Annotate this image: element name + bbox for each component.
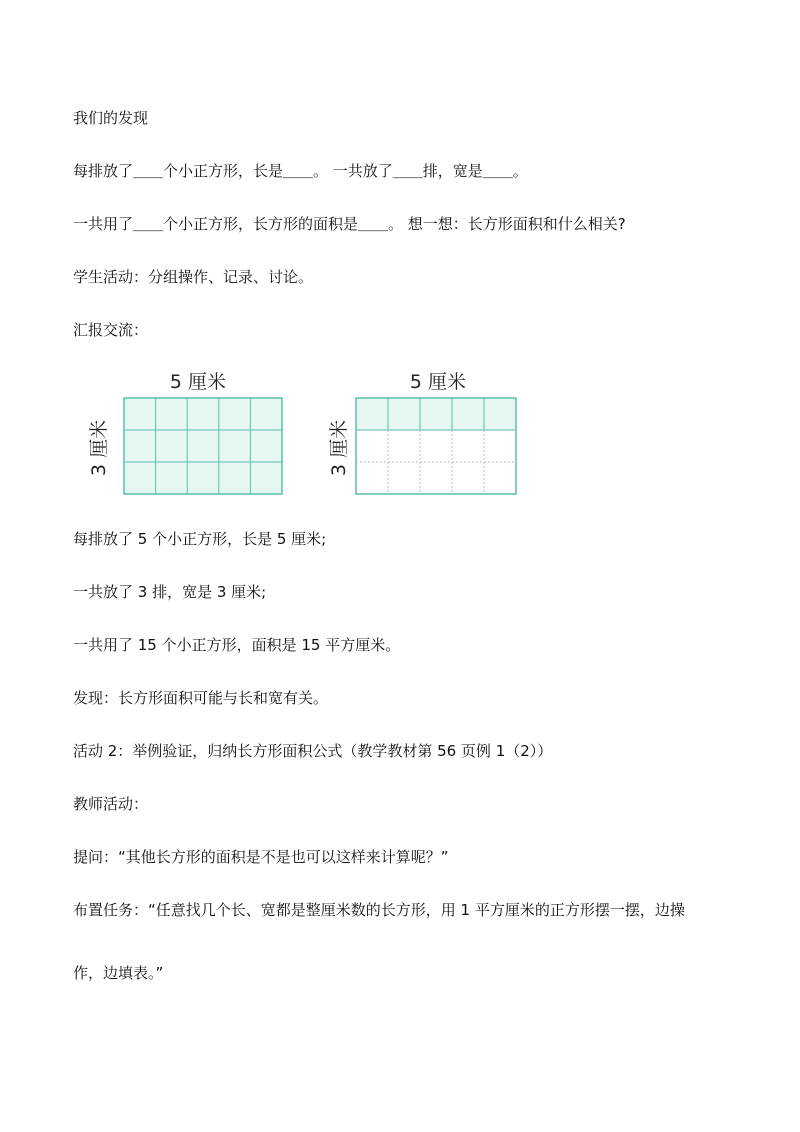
task-line-1: 布置任务：“任意找几个长、宽都是整厘米数的长方形，用 1 平方厘米的正方形摆一摆，边操 [73, 901, 685, 919]
right-grid-top-label: 5 厘米 [409, 371, 467, 393]
left-grid-side-label: 3 厘米 [88, 419, 110, 477]
left-grid-top-label: 5 厘米 [169, 371, 227, 393]
heading-discovery: 我们的发现 [73, 109, 149, 127]
task-line-2: 作，边填表。” [73, 964, 164, 982]
right-grid-top-row-fill [356, 398, 516, 430]
result-row-count: 每排放了 5 个小正方形，长是 5 厘米; [73, 530, 327, 548]
left-grid-frame [124, 398, 282, 494]
left-grid [88, 371, 282, 494]
discovery-line: 发现：长方形面积可能与长和宽有关。 [73, 689, 329, 707]
fill-blank-line-2: 一共用了＿＿个小正方形，长方形的面积是＿＿。 想一想：长方形面积和什么相关? [73, 215, 626, 233]
teacher-activity-heading: 教师活动： [73, 795, 149, 813]
right-grid-side-label: 3 厘米 [328, 419, 350, 477]
report-heading: 汇报交流： [73, 321, 149, 339]
grid-figure [88, 362, 528, 502]
result-total: 一共用了 15 个小正方形，面积是 15 平方厘米。 [73, 636, 401, 654]
activity-2-line: 活动 2：举例验证，归纳长方形面积公式（教学教材第 56 页例 1（2）） [73, 742, 553, 760]
right-grid [328, 371, 516, 494]
result-rows: 一共放了 3 排，宽是 3 厘米; [73, 583, 267, 601]
grid-figure-svg [88, 362, 528, 502]
question-line: 提问：“其他长方形的面积是不是也可以这样来计算呢？” [73, 848, 449, 866]
student-activity-line: 学生活动：分组操作、记录、讨论。 [73, 268, 314, 286]
fill-blank-line-1: 每排放了＿＿个小正方形，长是＿＿。 一共放了＿＿排，宽是＿＿。 [73, 162, 528, 180]
